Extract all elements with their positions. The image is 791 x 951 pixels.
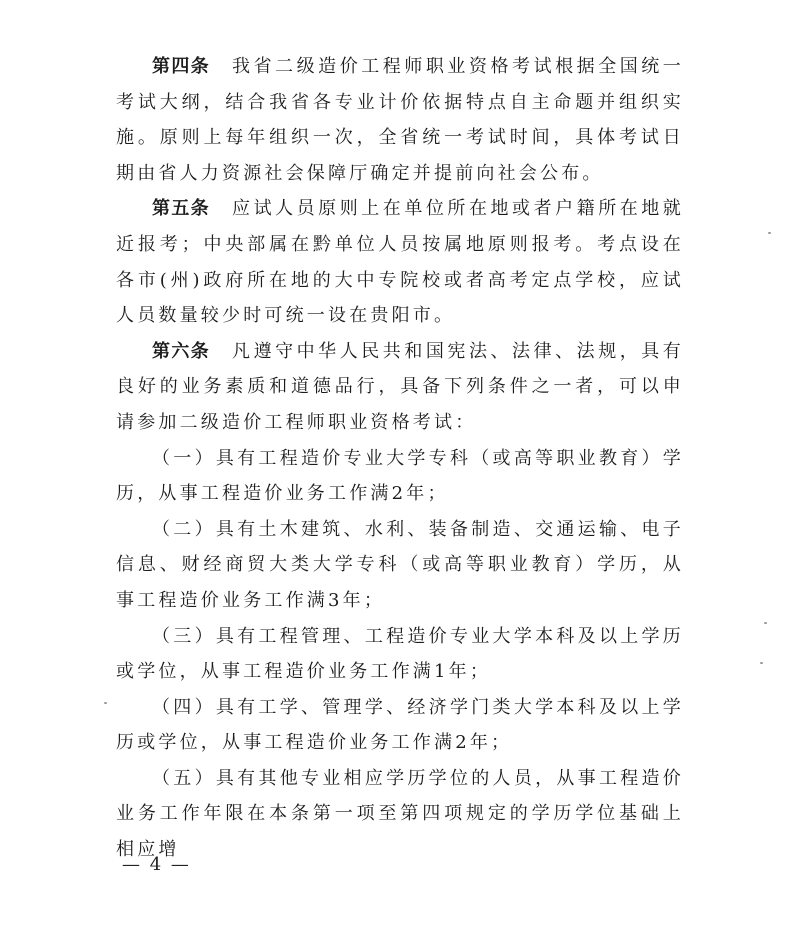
- condition-item-3: （三）具有工程管理、工程造价专业大学本科及以上学历或学位，从事工程造价业务工作满1年；: [116, 625, 684, 683]
- page-number: — 4 —: [122, 854, 191, 875]
- article-6-title: 第六条: [152, 340, 211, 362]
- article-4: [116, 49, 684, 191]
- article-6: [116, 334, 684, 441]
- article-4-title: 第四条: [152, 56, 211, 77]
- scan-speck: [760, 662, 763, 664]
- condition-item-2: （二）具有土木建筑、水利、装备制造、交通运输、电子信息、财经商贸大类大学专科（或高等职业教育）学历，从事工程造价业务工作满3年；: [116, 518, 684, 611]
- condition-item-4: （四）具有工学、管理学、经济学门类大学本科及以上学历或学位，从事工程造价业务工作满2年；: [116, 696, 684, 754]
- article-4-text: 我省二级造价工程师职业资格考试根据全国统一考试大纲，结合我省各专业计价依据特点自主命题并组织实施。原则上每年组织一次，全省统一考试时间，具体考试日期由省人力资源社会保障厅确定并提前向社会公布。: [116, 56, 685, 184]
- article-5-text: 应试人员原则上在单位所在地或者户籍所在地就近报考；中央部属在黔单位人员按属地原则报考。考点设在各市(州)政府所在地的大中专院校或者高考定点学校，应试人员数量较少时可统一设在贵阳市。: [116, 198, 685, 327]
- article-6-text: 凡遵守中华人民共和国宪法、法律、法规，具有良好的业务素质和道德品行，具备下列条件之一者，可以申请参加二级造价工程师职业资格考试：: [116, 340, 685, 433]
- condition-item-5: （五）具有其他专业相应学历学位的人员，从事工程造价业务工作年限在本条第一项至第四项规定的学历学位基础上相应增: [116, 767, 684, 861]
- article-5-title: 第五条: [152, 198, 211, 220]
- document-body: [116, 49, 684, 868]
- scan-speck: [104, 702, 107, 704]
- article-5: [116, 191, 684, 333]
- scan-speck: [764, 622, 767, 624]
- condition-item-1: （一）具有工程造价专业大学专科（或高等职业教育）学历，从事工程造价业务工作满2年；: [116, 447, 684, 505]
- scan-speck: [768, 232, 771, 234]
